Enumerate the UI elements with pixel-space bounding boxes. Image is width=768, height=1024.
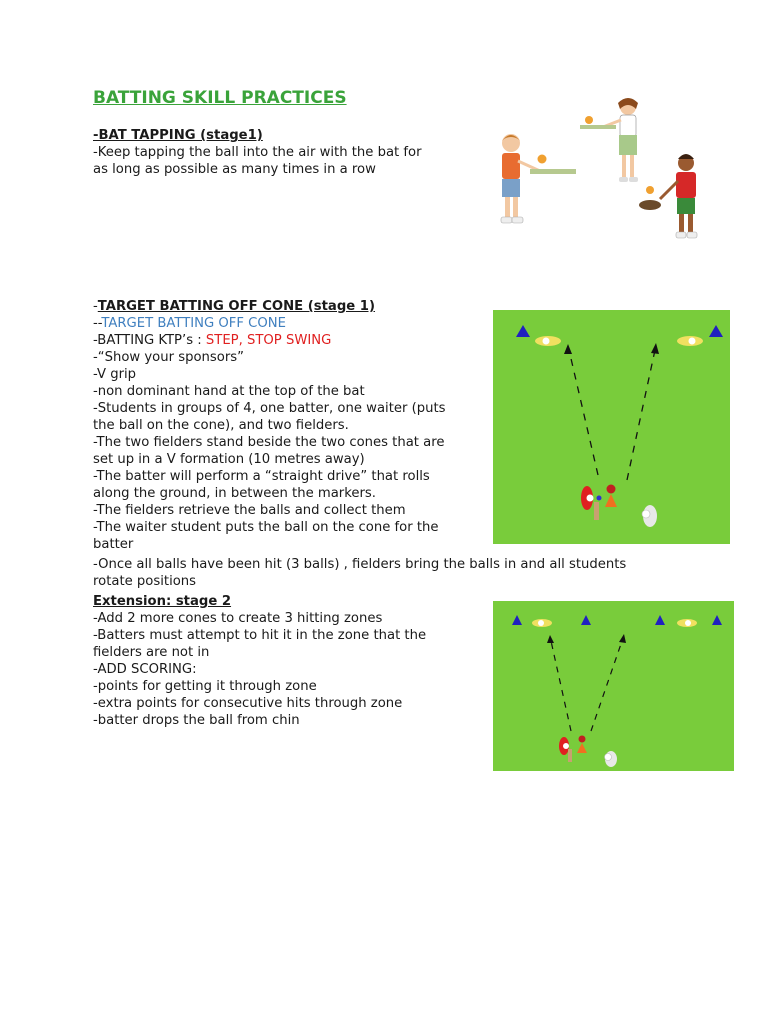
rotate-line: -Once all balls have been hit (3 balls) , fielders bring the balls in and all students [93,557,627,572]
boy-right-figure [639,154,697,238]
blue-marker-cone [512,615,522,625]
extension-line: -batter drops the ball from chin [93,713,300,728]
bat [568,749,572,762]
batting-cone [605,494,617,507]
waiter-figure [607,485,616,494]
target-batting-heading-text: TARGET BATTING OFF CONE (stage 1) [97,299,376,314]
arrow-head [651,343,659,354]
hit-path-left [569,350,598,475]
bat-tapping-line: -Keep tapping the ball into the air with the bat for [93,145,422,160]
heading-dash: - [93,299,98,314]
arrow-head [619,634,626,643]
ball [538,620,544,626]
target-batting-line: -The fielders retrieve the balls and collect them [93,503,406,518]
ball [642,510,650,518]
target-batting-line: set up in a V formation (10 metres away) [93,452,365,467]
link-prefix: -- [93,316,102,331]
target-batting-link-line [93,315,286,332]
target-batting-line: -The waiter student puts the ball on the cone for the [93,520,439,535]
hit-path-right [627,350,655,480]
target-batting-line: -Students in groups of 4, one batter, one waiter (puts [93,401,446,416]
target-batting-line: -non dominant hand at the top of the bat [93,384,365,399]
arrow-head [564,344,572,354]
ball [685,620,691,626]
three-zone-field-diagram [493,601,734,771]
extension-line: -points for getting it through zone [93,679,317,694]
target-batting-line: -The batter will perform a “straight drive” that rolls [93,469,430,484]
blue-marker-cone [581,615,591,625]
girl-figure [580,98,638,182]
extension-line: fielders are not in [93,645,210,660]
extension-heading: Extension: stage 2 [93,594,232,609]
blue-marker-cone [516,325,530,337]
target-batting-line: the ball on the cone), and two fielders. [93,418,349,433]
batting-cone [577,743,587,753]
page-title: BATTING SKILL PRACTICES [93,88,347,108]
hit-path-right [591,641,622,731]
target-batting-line: -“Show your sponsors” [93,350,244,365]
batter-head [563,743,569,749]
ktp-line [93,332,331,349]
target-batting-link[interactable]: TARGET BATTING OFF CONE [101,316,286,331]
blue-marker-cone [709,325,723,337]
extension-line: -Add 2 more cones to create 3 hitting zones [93,611,383,626]
bat-tapping-line: as long as possible as many times in a row [93,162,376,177]
waiter-figure [579,736,586,743]
target-batting-line: -The two fielders stand beside the two cones that are [93,435,445,450]
ball [543,338,550,345]
ktp-value: STEP, STOP SWING [205,333,332,348]
ktp-label: -BATTING KTP’s : [93,333,206,348]
rotate-line: rotate positions [93,574,197,589]
target-batting-line: along the ground, in between the markers. [93,486,376,501]
ball [605,754,612,761]
ball [597,496,602,501]
bat [594,502,599,520]
v-formation-field-diagram [493,310,730,544]
bat-tapping-heading: -BAT TAPPING (stage1) [93,128,263,143]
target-batting-line: batter [93,537,134,552]
hit-path-left [551,641,571,731]
target-batting-heading [93,298,375,315]
batter-head [587,495,594,502]
extension-line: -Batters must attempt to hit it in the zone that the [93,628,427,643]
children-bat-tapping-illustration [478,95,734,245]
target-batting-line: -V grip [93,367,137,382]
blue-marker-cone [655,615,665,625]
arrow-head [547,635,554,643]
extension-line: -extra points for consecutive hits through zone [93,696,403,711]
boy-left-figure [501,134,576,223]
extension-line: -ADD SCORING: [93,662,197,677]
blue-marker-cone [712,615,722,625]
ball [689,338,696,345]
